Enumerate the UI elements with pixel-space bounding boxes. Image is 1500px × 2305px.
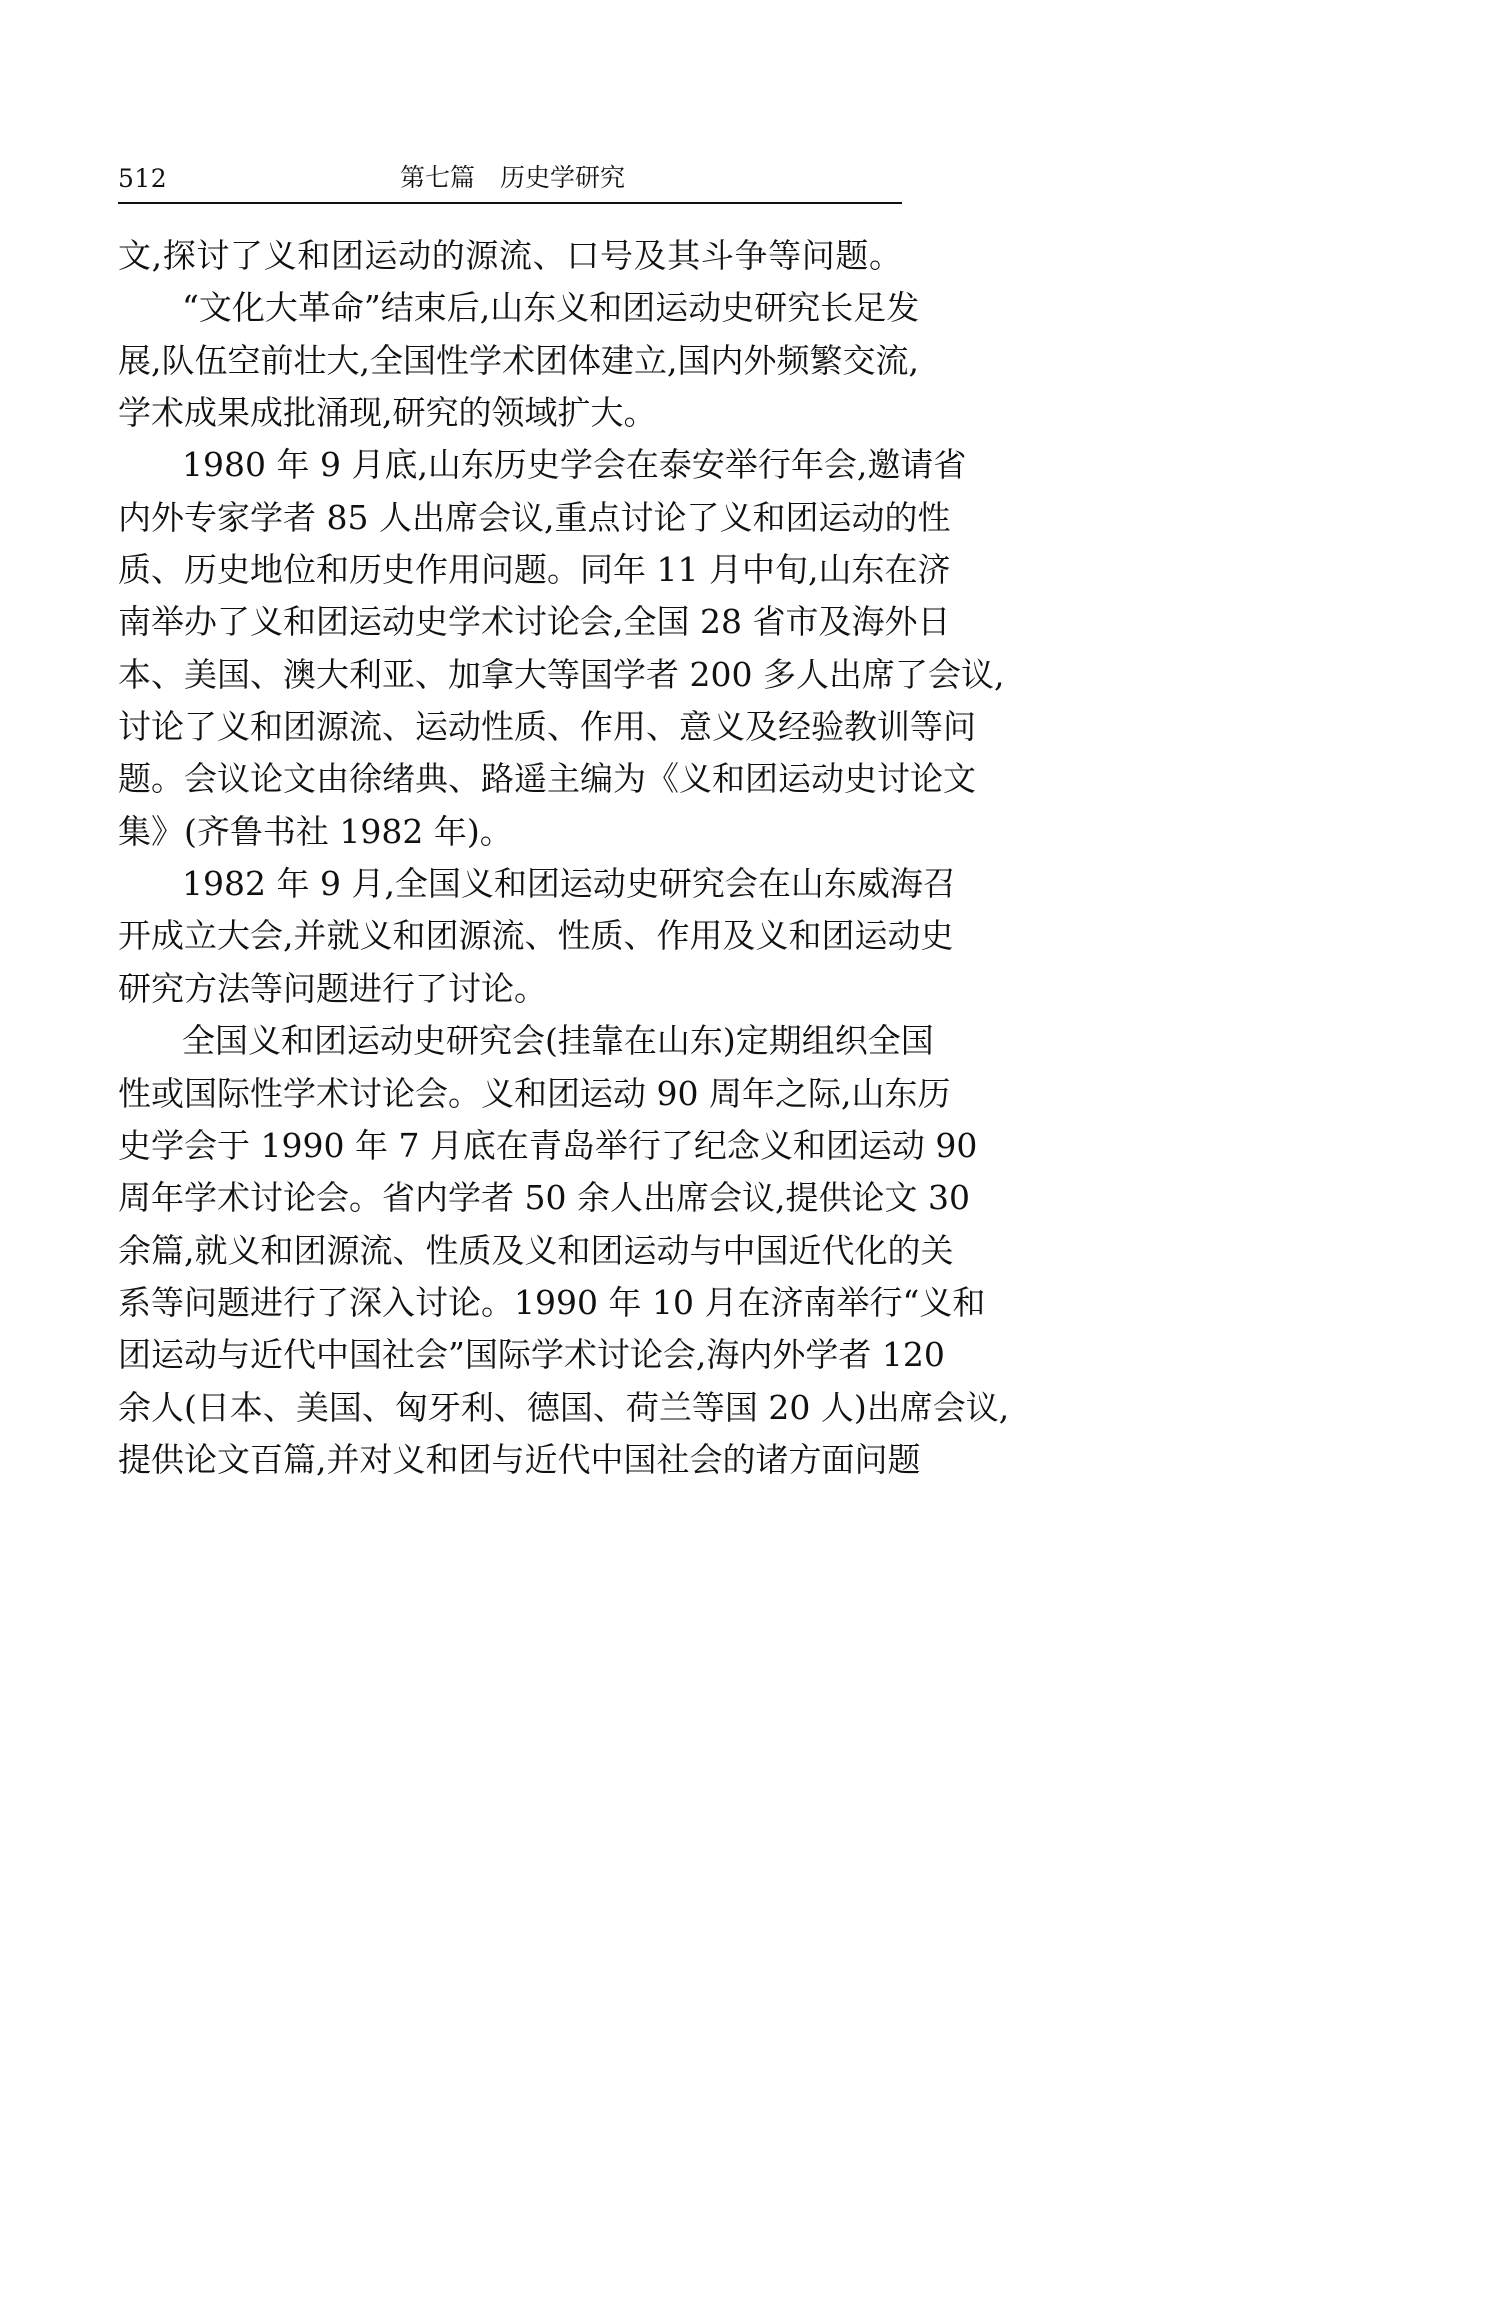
- text-line: 余篇,就义和团源流、性质及义和团运动与中国近代化的关: [118, 1230, 954, 1270]
- text-line: 质、历史地位和历史作用问题。同年 11 月中旬,山东在济: [118, 550, 951, 590]
- text-line: 本、美国、澳大利亚、加拿大等国学者 200 多人出席了会议,: [118, 654, 1005, 694]
- text-line: 开成立大会,并就义和团源流、性质、作用及义和团运动史: [118, 916, 954, 956]
- text-line: 1982 年 9 月,全国义和团运动史研究会在山东威海召: [182, 864, 956, 904]
- text-line: 团运动与近代中国社会”国际学术讨论会,海内外学者 120: [118, 1335, 945, 1375]
- text-line: 学术成果成批涌现,研究的领域扩大。: [118, 393, 657, 433]
- text-line: 史学会于 1990 年 7 月底在青岛举行了纪念义和团运动 90: [118, 1125, 978, 1165]
- text-line: 系等问题进行了深入讨论。1990 年 10 月在济南举行“义和: [118, 1282, 986, 1322]
- text-line: 1980 年 9 月底,山东历史学会在泰安举行年会,邀请省: [182, 445, 967, 485]
- body-text: [118, 230, 1010, 1486]
- text-line: 题。会议论文由徐绪典、路遥主编为《义和团运动史讨论文: [118, 759, 976, 799]
- page-number: 512: [118, 164, 168, 193]
- text-line: 文,探讨了义和团运动的源流、口号及其斗争等问题。: [118, 236, 902, 275]
- text-line: 提供论文百篇,并对义和团与近代中国社会的诸方面问题: [118, 1439, 921, 1479]
- text-line: 讨论了义和团源流、运动性质、作用、意义及经验教训等问: [118, 707, 976, 747]
- text-line: 研究方法等问题进行了讨论。: [118, 968, 547, 1008]
- page-header: [118, 160, 902, 204]
- running-title: 第七篇 历史学研究: [400, 163, 626, 192]
- book-page: [0, 0, 1024, 1573]
- text-line: “文化大革命”结束后,山东义和团运动史研究长足发: [182, 288, 920, 328]
- text-line: 性或国际性学术讨论会。义和团运动 90 周年之际,山东历: [118, 1073, 951, 1113]
- text-line: 余人(日本、美国、匈牙利、德国、荷兰等国 20 人)出席会议,: [118, 1387, 1010, 1427]
- text-line: 南举办了义和团运动史学术讨论会,全国 28 省市及海外日: [118, 602, 951, 642]
- text-line: 集》(齐鲁书社 1982 年)。: [118, 811, 513, 851]
- text-line: 周年学术讨论会。省内学者 50 余人出席会议,提供论文 30: [118, 1178, 970, 1218]
- text-line: 全国义和团运动史研究会(挂靠在山东)定期组织全国: [182, 1021, 934, 1061]
- text-line: 内外专家学者 85 人出席会议,重点讨论了义和团运动的性: [118, 497, 951, 537]
- text-line: 展,队伍空前壮大,全国性学术团体建立,国内外频繁交流,: [118, 340, 919, 380]
